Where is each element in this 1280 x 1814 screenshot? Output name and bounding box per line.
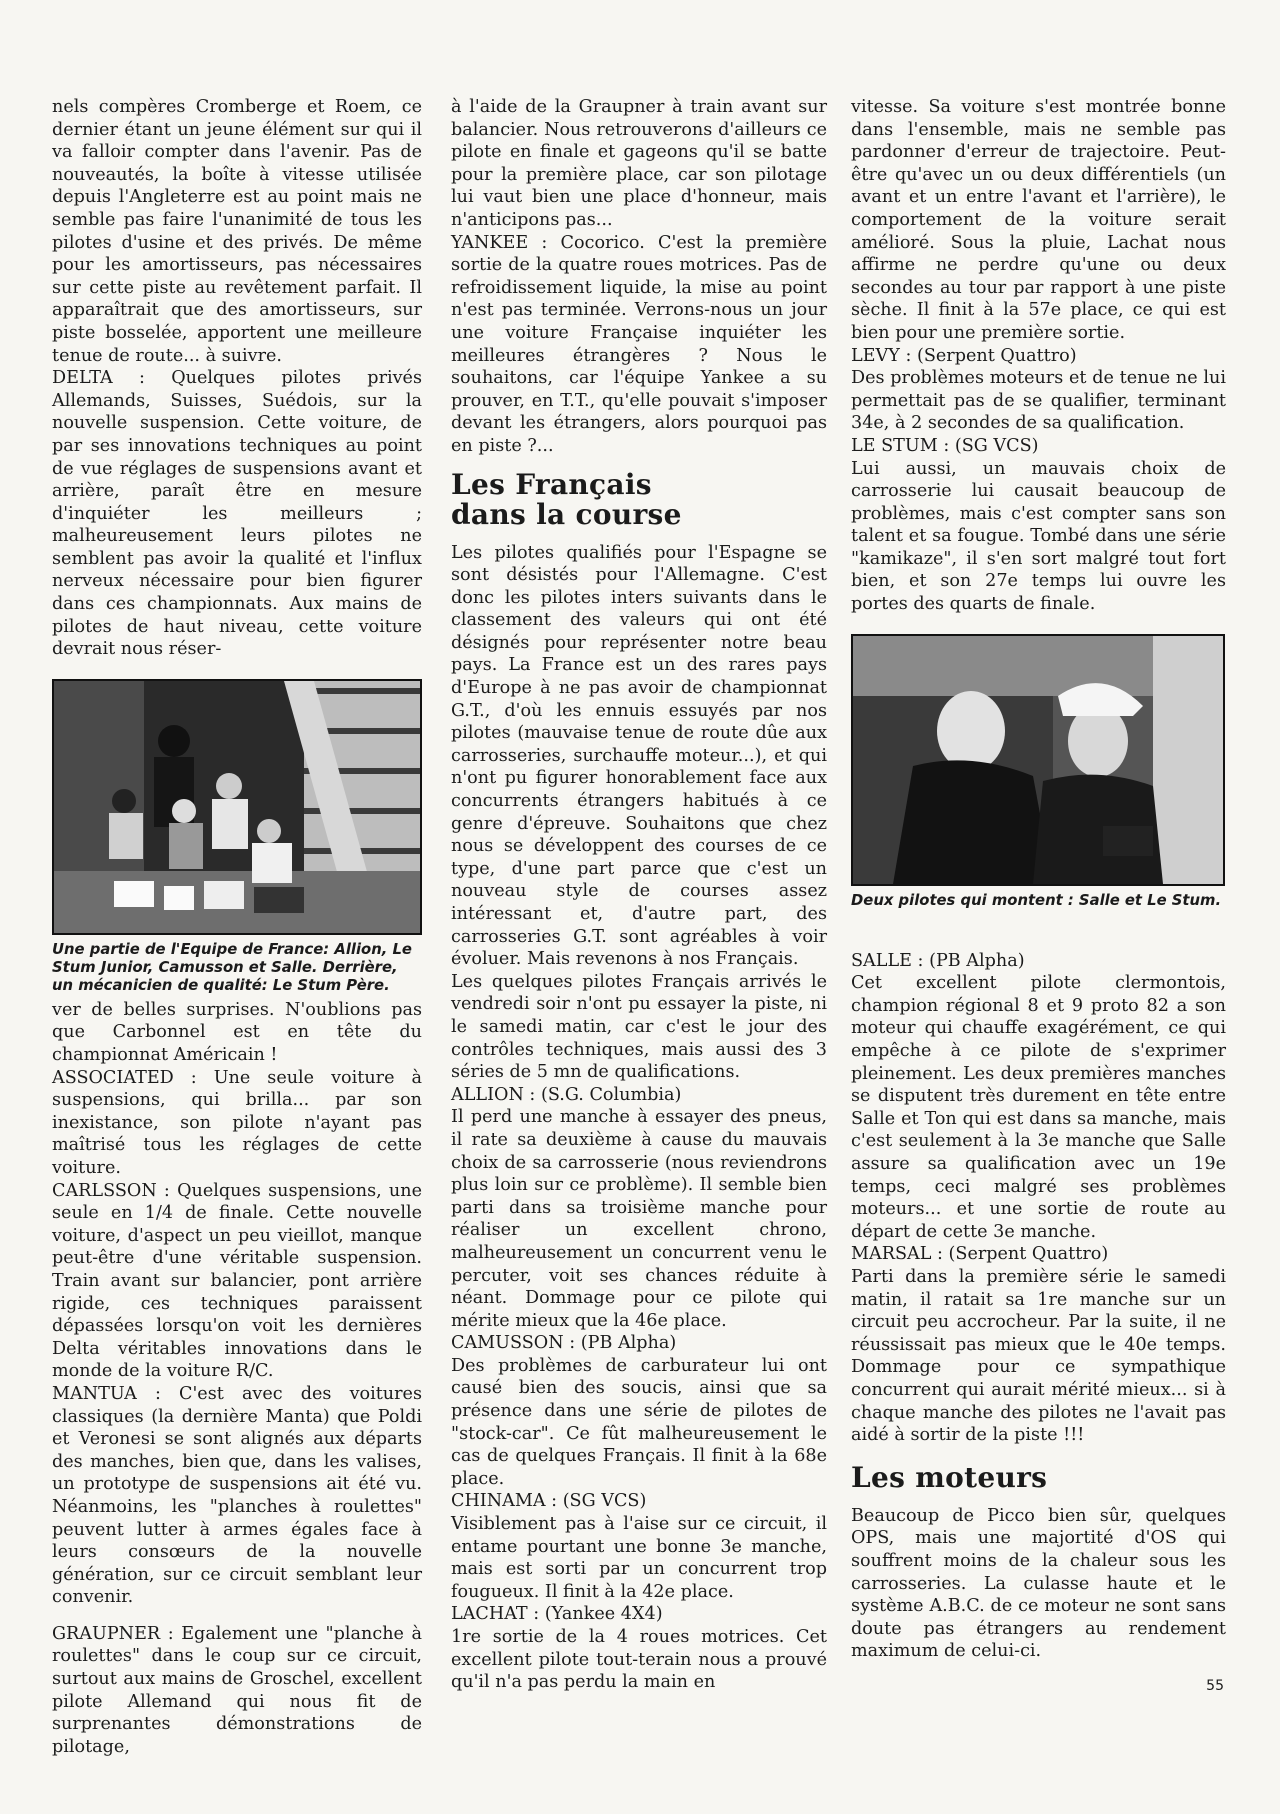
paragraph: à l'aide de la Graupner à train avant sur balancier. Nous retrouverons d'ailleurs ce pilote en finale et gageons qu'il se batte pour la première place, car son pilotage lui vaut bien une place d'honneur, mais n'anticipons pas... — [451, 97, 827, 230]
photo-image — [54, 681, 420, 933]
paragraph-associated: ASSOCIATED : Une seule voiture à suspensions, qui brilla... par son inexistance, son pilote n'ayant pas maîtrisé tous les réglages de cette voiture. — [52, 1067, 422, 1178]
pilot-heading-levy: LEVY : (Serpent Quattro) — [851, 345, 1077, 366]
paragraph-delta: DELTA : Quelques pilotes privés Allemands, Suisses, Suédois, sur la nouvelle suspension. Cette voiture, de par ses innovations techniques au point de vue réglages de suspensions avant et arrière, paraît être en mesure d'inquiéter les meilleurs ; malheureusement leurs pilotes ne semblent pas avoir la qualité et l'influx nerveux nécessaire pour bien figurer dans ces championnats. Aux mains de pilotes de haut niveau, cette voiture devrait nous réser- — [52, 368, 422, 660]
paragraph: Lui aussi, un mauvais choix de carrosserie lui causait beaucoup de problèmes, mais c'est compter sans son talent et sa fougue. Tombé dans une série "kamikaze", il s'en sort malgré tout fort bien, et son 27e temps lui ouvre les portes des quarts de finale. — [851, 458, 1226, 615]
photo-equipe-de-france — [52, 679, 422, 935]
paragraph: Des problèmes de carburateur lui ont causé bien des soucis, ainsi que sa présence dans une série de pilotes de "stock-car". Ce fût malheureusement le cas de quelques Français. Il finit à la 68e place. — [451, 1355, 827, 1489]
photo-caption: Une partie de l'Equipe de France: Allion, Le Stum Junior, Camusson et Salle. Derrière, un mécanicien de qualité: Le Stum Père. — [52, 940, 412, 994]
paragraph: Des problèmes moteurs et de tenue ne lui permettait pas de se qualifier, terminant 34e, à 2 secondes de sa qualification. — [851, 368, 1226, 434]
photo-image — [853, 636, 1223, 884]
page-number: 55 — [1206, 1678, 1224, 1694]
paragraph: Les quelques pilotes Français arrivés le vendredi soir n'ont pu essayer la piste, ni le samedi matin, car c'est le jour des contrôles techniques, mais aussi des 3 séries de 5 mn de qualifications. — [451, 971, 827, 1083]
photo-caption: Deux pilotes qui montent : Salle et Le Stum. — [851, 891, 1222, 909]
paragraph-carlsson: CARLSSON : Quelques suspensions, une seule en 1/4 de finale. Cette nouvelle voiture, d'aspect un peu vieillot, manque peut-être d'une véritable suspension. Train avant sur balancier, pont arrière rigide, ces techniques paraissent dépassées lorsqu'on voit les dernières Delta véritables innovations dans le monde de la voiture R/C. — [52, 1180, 422, 1382]
pilot-heading-lachat: LACHAT : (Yankee 4X4) — [451, 1604, 663, 1625]
paragraph: nels compères Cromberge et Roem, ce dernier étant un jeune élément sur qui il va falloir compter dans l'avenir. Pas de nouveautés, la boîte à vitesse utilisée depuis l'Angleterre est au point mais ne semble pas faire l'unanimité de tous les pilotes d'usine et des privés. De même pour les amortisseurs, pas nécessaires sur cette piste au revêtement parfait. Il apparaîtrait que des amortisseurs, sur piste bosselée, apportent une meilleure tenue de route... à suivre. — [52, 97, 422, 366]
paragraph: 1re sortie de la 4 roues motrices. Cet excellent pilote tout-terain nous a prouvé qu'il n'a pas perdu la main en — [451, 1627, 827, 1693]
heading-line: Les Français — [451, 467, 652, 501]
pilot-heading-camusson: CAMUSSON : (PB Alpha) — [451, 1333, 677, 1354]
paragraph: Beaucoup de Picco bien sûr, quelques OPS, mais une majortité d'OS qui souffrent moins de la chaleur sous les carrosseries. La culasse haute et le système A.B.C. de ce moteur ne sont sans doute pas étrangers au rendement maximum de celui-ci. — [851, 1505, 1226, 1662]
section-heading-les-francais — [451, 467, 827, 531]
paragraph-graupner: GRAUPNER : Egalement une "planche à roulettes" dans le coup sur ce circuit, surtout aux mains de Groschel, excellent pilote Allemand qui nous fit de surprenantes démonstrations de pilotage, — [52, 1623, 422, 1757]
pilot-heading-allion: ALLION : (S.G. Columbia) — [451, 1084, 682, 1105]
pilot-heading-salle: SALLE : (PB Alpha) — [851, 950, 1025, 971]
column-3 — [851, 96, 1226, 1663]
paragraph: Visiblement pas à l'aise sur ce circuit, il entame pourtant une bonne 3e manche, mais est sorti par un concurrent trop fougueux. Il finit à la 42e place. — [451, 1514, 827, 1602]
pilot-heading-le-stum: LE STUM : (SG VCS) — [851, 435, 1039, 456]
paragraph-mantua: MANTUA : C'est avec des voitures classiques (la dernière Manta) que Poldi et Veronesi se sont alignés aux départs des manches, bien que, dans les valises, un prototype de suspensions ait été vu. Néanmoins, les "planches à roulettes" peuvent lutter à armes égales face à leurs consœurs de la nouvelle génération, sur ce circuit semblant leur convenir. — [52, 1383, 422, 1608]
paragraph: Cet excellent pilote clermontois, champion régional 8 et 9 proto 82 a son moteur qui chauffe exagérément, ce qui empêche à ce pilote de s'exprimer pleinement. Les deux premières manches se disputent très durement en tête entre Salle et Ton qui est dans sa manche, mais c'est seulement à la 3e manche que Salle assure sa qualification avec un 19e temps, ceci malgré ses problèmes moteurs... et une sortie de route au départ de cette 3e manche. — [851, 973, 1226, 1242]
paragraph: Il perd une manche à essayer des pneus, il rate sa deuxième à cause du mauvais choix de sa carrosserie (nous reviendrons plus loin sur ce problème). Il semble bien parti dans sa troisième manche pour réaliser un excellent chrono, malheureusement un concurrent venu le percuter, voit ses chances réduite à néant. Dommage pour ce pilote qui mérite mieux que la 46e place. — [451, 1107, 827, 1331]
pilot-heading-chinama: CHINAMA : (SG VCS) — [451, 1491, 647, 1512]
heading-line: dans la course — [451, 497, 682, 531]
paragraph: Les pilotes qualifiés pour l'Espagne se sont désistés pour l'Allemagne. C'est donc les pilotes inters suivants dans le classement des valeurs qui ont été désignés pour représenter notre beau pays. La France est un des rares pays d'Europe à ne pas avoir de championnat G.T., d'où les ennuis essuyés par nos pilotes (mauvaise tenue de route dûe aux carrosseries, surchauffe moteur...), et qui n'ont pu figurer honorablement face aux concurrents étrangers habitués à ce genre d'épreuve. Souhaitons que chez nous se développent des courses de ce type, d'une part parce que c'est un nouveau style de courses assez intéressant et, d'autre part, des carrosseries G.T. sont agréables à voir évoluer. Mais revenons à nos Français. — [451, 542, 827, 970]
paragraph: Parti dans la première série le samedi matin, il ratait sa 1re manche sur un circuit peu accrocheur. Par la suite, il ne réussissait pas mieux que le 40e temps. Dommage pour ce sympathique concurrent qui aurait mérité mieux... si à chaque manche des pilotes ne l'avait pas aidé à sortir de la piste !!! — [851, 1266, 1226, 1446]
pilot-heading-marsal: MARSAL : (Serpent Quattro) — [851, 1244, 1109, 1265]
column-1 — [52, 96, 422, 1758]
paragraph-yankee: YANKEE : Cocorico. C'est la première sortie de la quatre roues motrices. Pas de refroidissement liquide, la mise au point n'est pas terminée. Verrons-nous un jour une voiture Française inquiéter les meilleures étrangères ? Nous le souhaitons, car l'équipe Yankee a su prouver, en T.T., qu'elle pouvait s'imposer devant les étrangers, alors pourquoi pas en piste ?... — [451, 232, 827, 456]
column-2 — [451, 96, 827, 1694]
section-heading-les-moteurs: Les moteurs — [851, 1460, 1048, 1494]
paragraph: ver de belles surprises. N'oublions pas que Carbonnel est en tête du championnat Américain ! — [52, 999, 422, 1066]
photo-salle-le-stum — [851, 634, 1225, 886]
paragraph: vitesse. Sa voiture s'est montrée bonne dans l'ensemble, mais ne semble pas pardonner d'erreur de trajectoire. Peut-être qu'avec un ou deux différentiels (un avant et un entre l'avant et l'arrière), le comportement de la voiture serait amélioré. Sous la pluie, Lachat nous affirme ne perdre qu'une ou deux secondes au tour par rapport à une piste sèche. Il finit à la 57e place, ce qui est bien pour une première sortie. — [851, 97, 1226, 343]
